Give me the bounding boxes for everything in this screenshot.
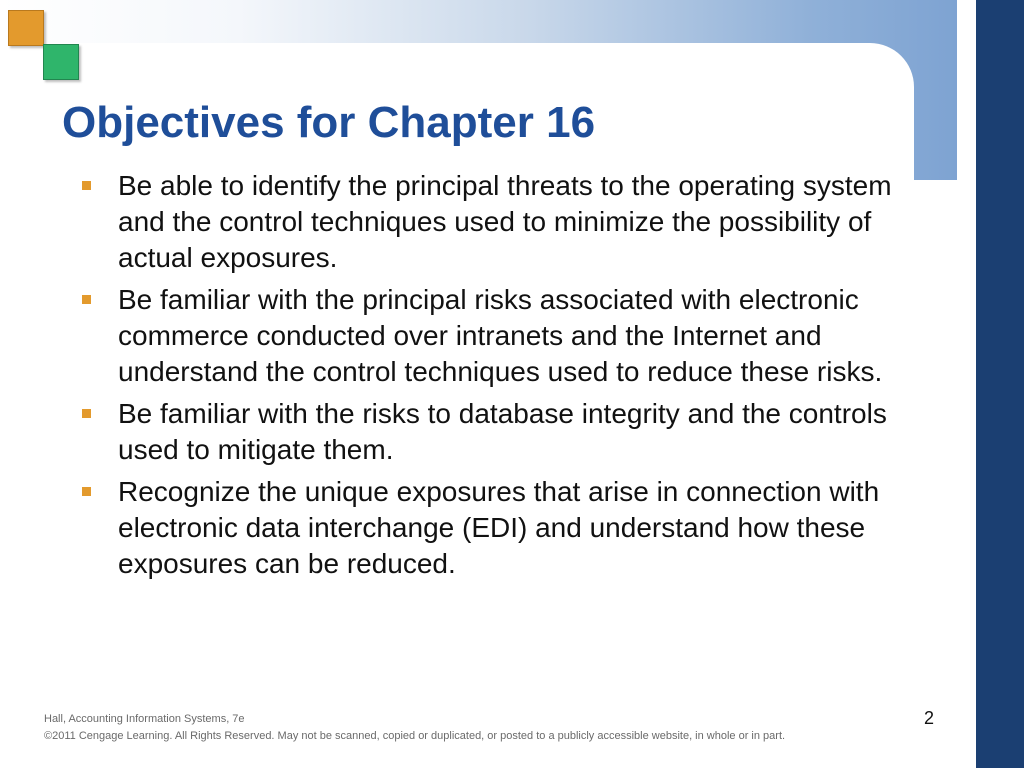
slide-title: Objectives for Chapter 16 [62, 98, 596, 147]
bullet-text: Be familiar with the principal risks associated with electronic commerce conducted over intranets and the Internet and understand the control techniques used to reduce these risks. [118, 284, 883, 387]
green-square-decoration [43, 44, 79, 80]
bullet-text: Recognize the unique exposures that arise in connection with electronic data interchange (EDI) and understand how these exposures can be reduced. [118, 476, 880, 579]
square-bullet-icon [82, 409, 91, 418]
square-bullet-icon [82, 487, 91, 496]
footer-source: Hall, Accounting Information Systems, 7e [44, 713, 245, 725]
right-accent-bar [976, 0, 1024, 768]
orange-square-decoration [8, 10, 44, 46]
square-bullet-icon [82, 181, 91, 190]
list-item [82, 474, 897, 582]
square-bullet-icon [82, 295, 91, 304]
list-item [82, 168, 897, 276]
bullet-text: Be familiar with the risks to database integrity and the controls used to mitigate them. [118, 398, 887, 465]
objectives-list [82, 168, 897, 588]
footer-copyright: ©2011 Cengage Learning. All Rights Reserved. May not be scanned, copied or duplicated, or posted to a publicly accessible website, in whole or in part. [44, 730, 786, 742]
list-item [82, 396, 897, 468]
bullet-text: Be able to identify the principal threats to the operating system and the control techniques used to minimize the possibility of actual exposures. [118, 170, 892, 273]
page-number: 2 [924, 708, 935, 728]
list-item [82, 282, 897, 390]
